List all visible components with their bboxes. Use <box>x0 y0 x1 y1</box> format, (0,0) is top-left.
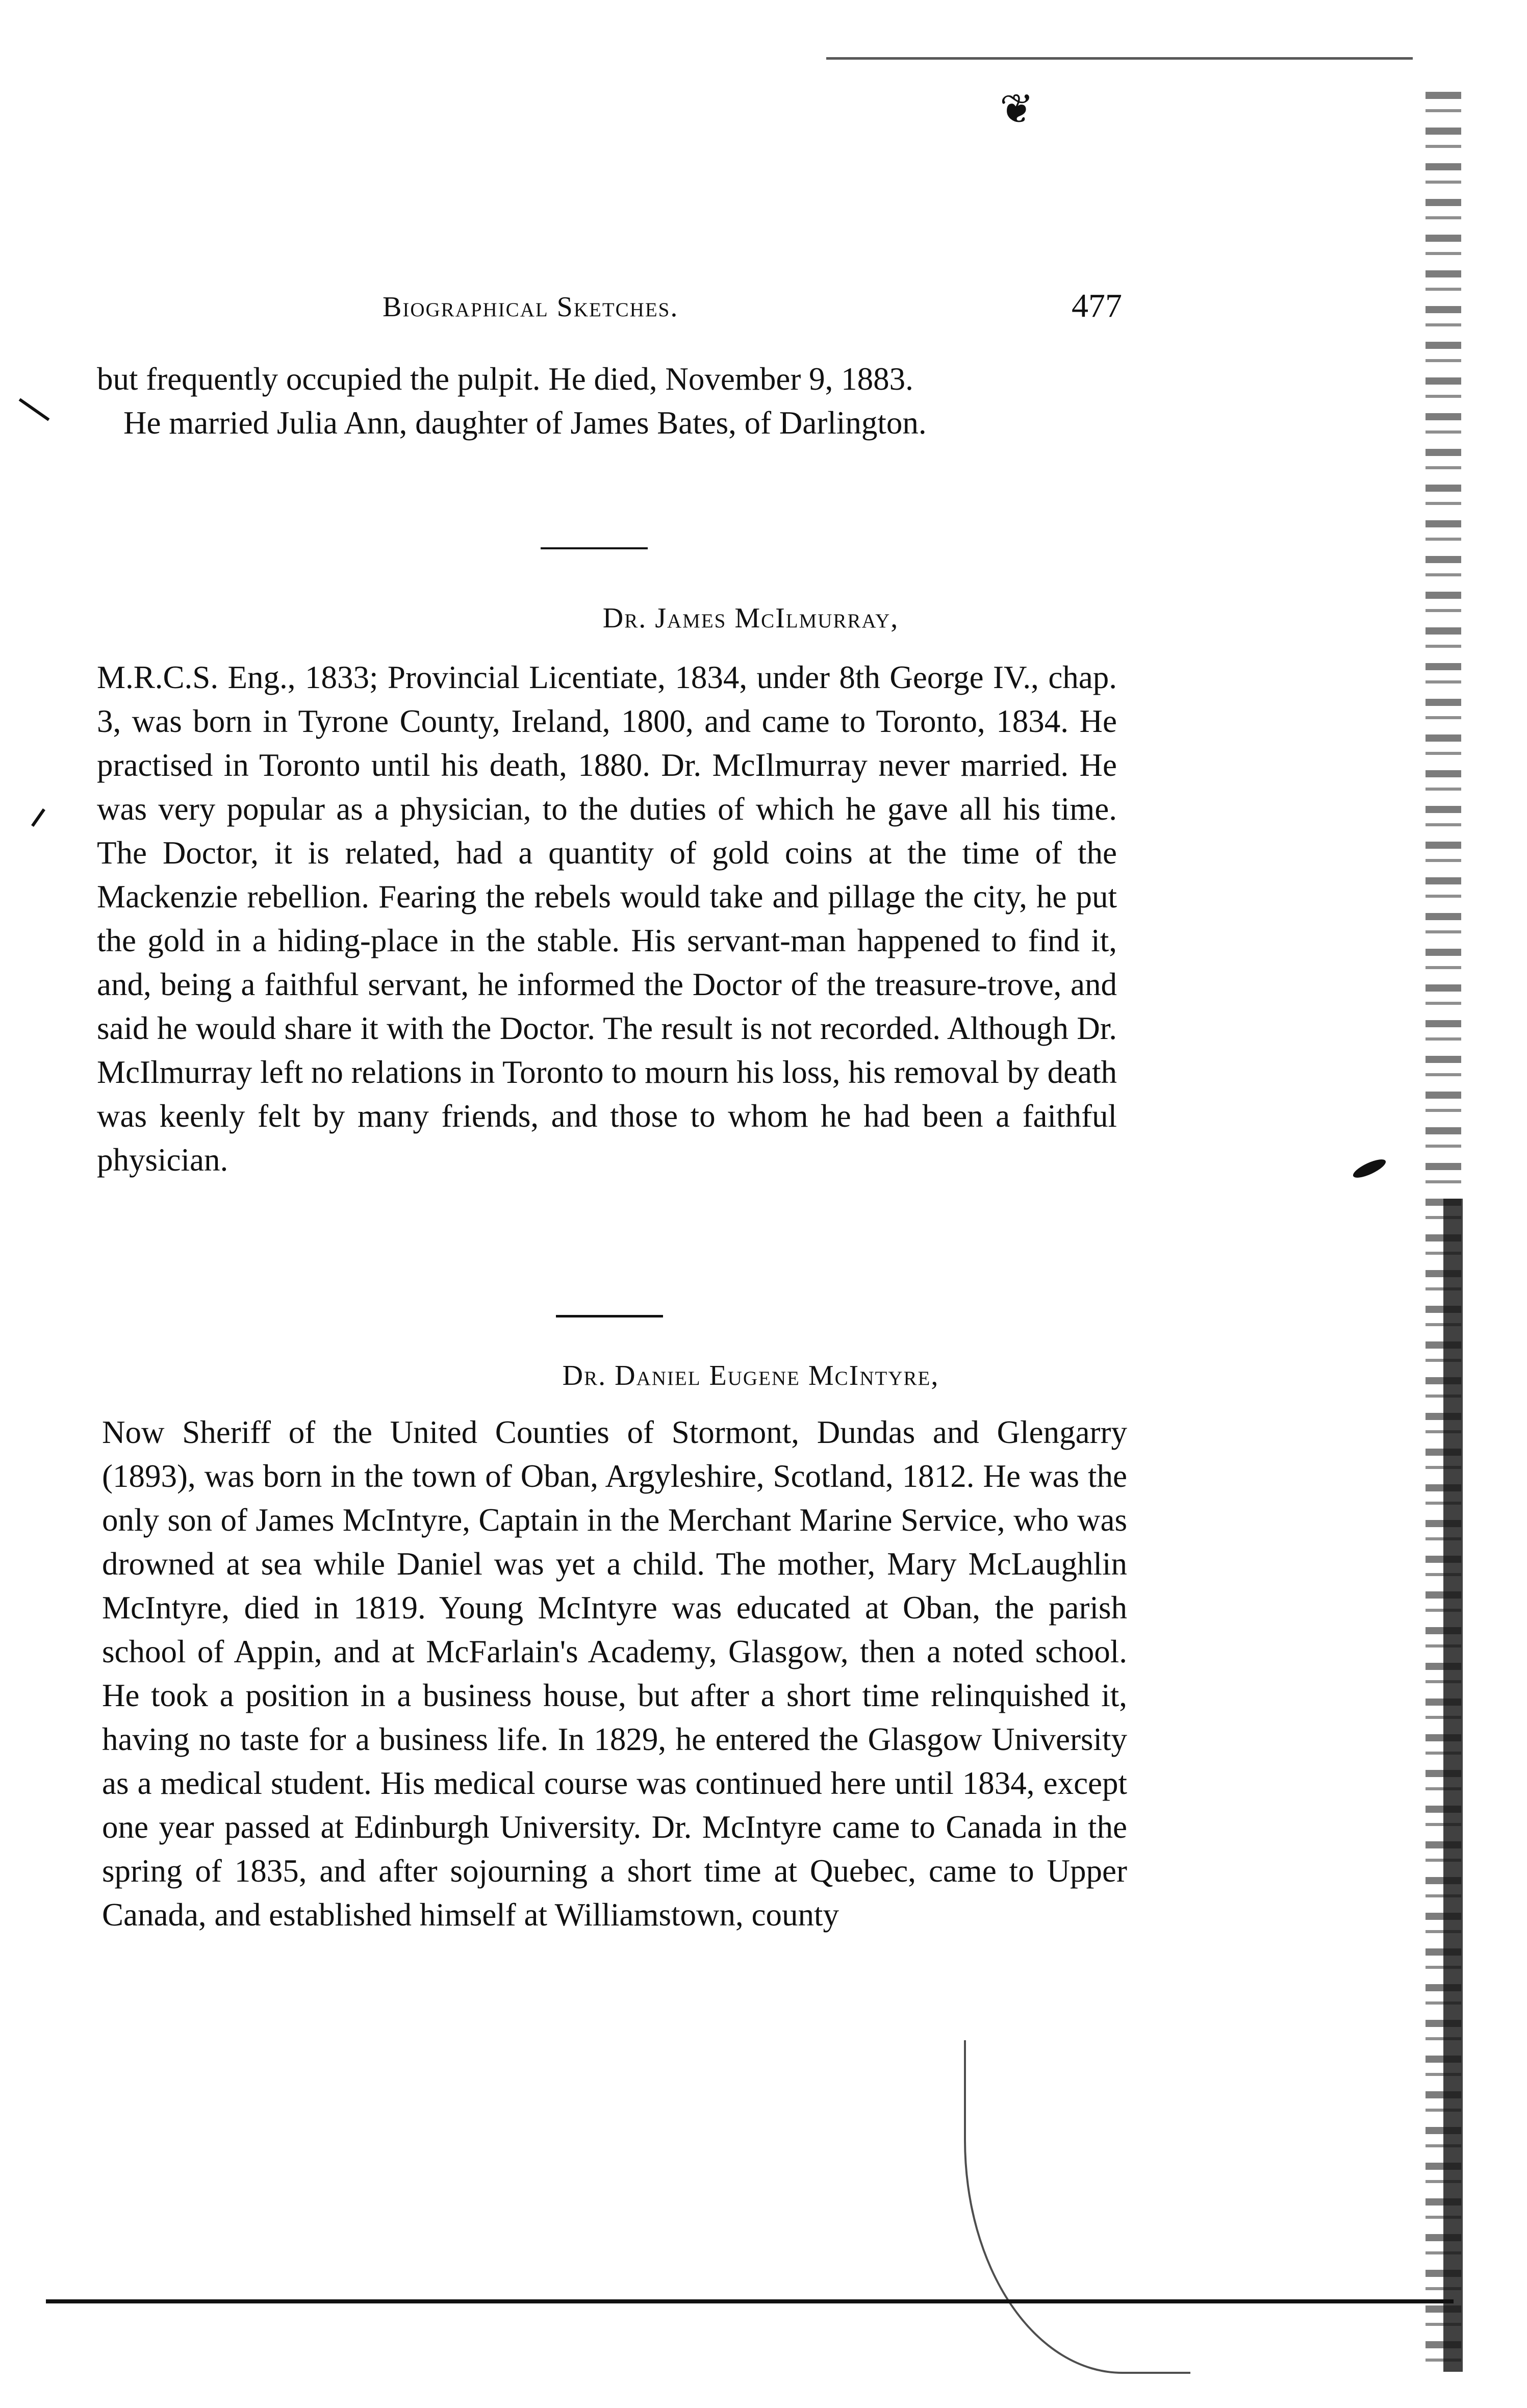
margin-stroke-mark <box>19 398 50 421</box>
continued-section <box>97 357 1112 445</box>
paragraph: Now Sheriff of the United Counties of Stormont, Dundas and Glengarry (1893), was born in the town of Oban, Argyleshire, Scotland, 1812. He was the only son of James McIntyre, Captain in the Merchant Marine Service, who was drowned at sea while Daniel was yet a child. The mother, Mary McLaughlin McIntyre, died in 1819. Young McIntyre was educated at Oban, the parish school of Appin, and at McFarlain's Academy, Glasgow, then a noted school. He took a position in a business house, but after a short time relinquished it, having no taste for a business life. In 1829, he entered the Glasgow University as a medical student. His medical course was continued here until 1834, except one year passed at Edinburgh University. Dr. McIntyre came to Canada in the spring of 1835, and after sojourning a short time at Quebec, came to Upper Canada, and established himself at Williamstown, county <box>102 1414 1127 1933</box>
section-divider <box>541 547 648 549</box>
heading-text: Dr. Daniel Eugene McIntyre, <box>562 1360 939 1391</box>
section-divider <box>556 1315 663 1317</box>
running-head <box>383 287 1122 332</box>
ink-blot-mark: ❦ <box>1000 87 1034 132</box>
stray-pencil-curve <box>964 2040 1190 2374</box>
section-heading-mcintyre <box>0 1359 1527 1392</box>
paragraph: M.R.C.S. Eng., 1833; Provincial Licentiate, 1834, under 8th George IV., chap. 3, was born in Tyrone County, Ireland, 1800, and came to Toronto, 1834. He practised in Toronto until his death, 1880. Dr. McIlmurray never married. He was very popular as a physician, to the duties of which he gave all his time. The Doctor, it is related, had a quantity of gold coins at the time of the Mackenzie rebellion. Fearing the rebels would take and pillage the city, he put the gold in a hiding-place in the stable. His servant-man happened to find it, and, being a faithful servant, he informed the Doctor of the treasure-trove, and said he would share it with the Doctor. The result is not recorded. Although Dr. McIlmurray left no relations in Toronto to mourn his loss, his removal by death was keenly felt by many friends, and those to whom he had been a faithful physician. <box>97 660 1117 1178</box>
paragraph: but frequently occupied the pulpit. He died, November 9, 1883. <box>97 361 913 397</box>
paragraph: He married Julia Ann, daughter of James Bates, of Darlington. <box>123 405 927 441</box>
page-bottom-edge <box>46 2299 1454 2303</box>
running-title: Biographical Sketches. <box>383 291 679 323</box>
scan-top-edge <box>826 57 1413 60</box>
section-heading-mcilmurray <box>0 602 1527 635</box>
page-number: 477 <box>1072 287 1122 324</box>
mcilmurray-section <box>97 655 1117 1182</box>
ink-blot-mark <box>1351 1156 1388 1181</box>
mcintyre-section <box>102 1410 1127 1937</box>
margin-stroke-mark <box>31 808 45 827</box>
heading-text: Dr. James McIlmurray, <box>602 602 899 634</box>
